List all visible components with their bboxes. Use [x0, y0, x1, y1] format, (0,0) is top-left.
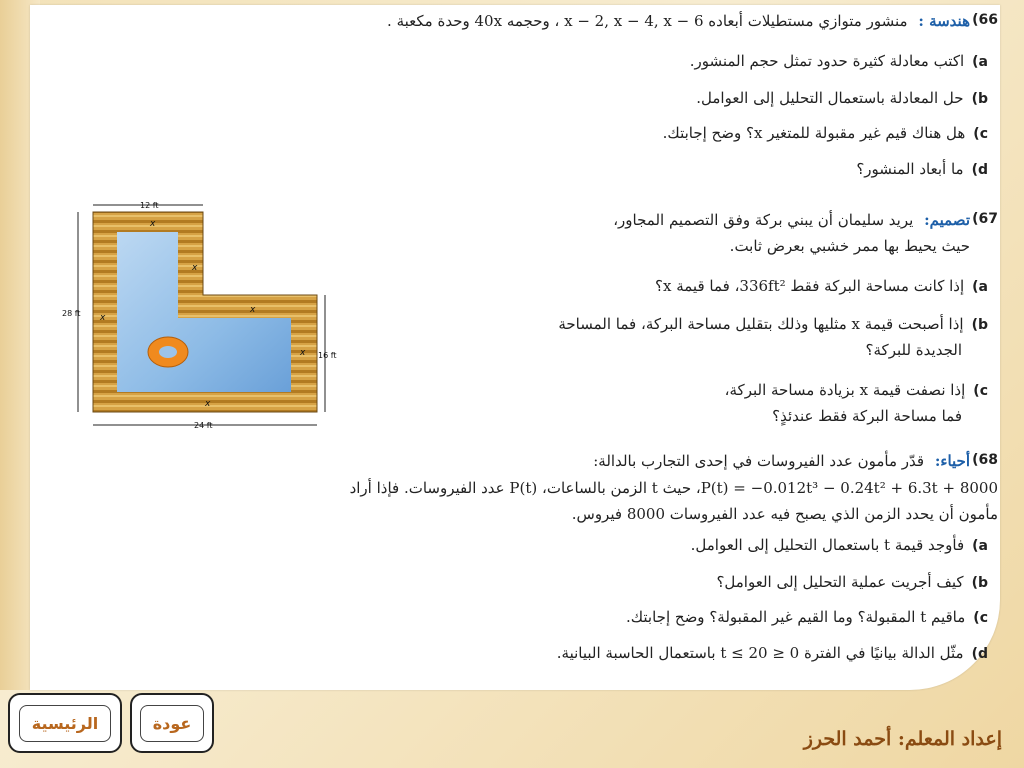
problem-text: حيث يحيط بها ممر خشبي بعرض ثابت. — [729, 237, 970, 255]
sub-question — [725, 381, 988, 399]
sub-letter: b) — [971, 317, 988, 333]
x-marker: x — [192, 263, 198, 273]
sub-text: إذا كانت مساحة البركة فقط 336ft²، فما قيمة x؟ — [655, 277, 965, 295]
problem-number: 67) — [972, 211, 998, 227]
sub-question — [557, 644, 988, 662]
problem-topic: أحياء: — [934, 452, 970, 470]
sub-letter: d) — [971, 162, 988, 178]
sub-letter: c) — [973, 383, 988, 399]
sub-text: مثّل الدالة بيانيًا في الفترة 0 ≤ t ≤ 20 باستعمال الحاسبة البيانية. — [556, 644, 964, 662]
sub-text: حل المعادلة باستعمال التحليل إلى العوامل. — [696, 89, 964, 107]
back-button[interactable] — [130, 693, 214, 753]
pool-diagram — [60, 200, 350, 435]
problem-line — [350, 479, 998, 497]
x-marker: x — [150, 219, 156, 229]
swim-ring-icon — [148, 337, 188, 367]
sub-text: إذا أصبحت قيمة x مثليها وذلك بتقليل مساحة البركة، فما المساحة — [558, 315, 964, 333]
sub-question — [772, 407, 962, 425]
sub-question — [696, 89, 988, 107]
problem-number: 66) — [972, 12, 998, 28]
dim-label-top: 12 ft — [140, 201, 159, 210]
sub-question — [558, 315, 988, 333]
sub-question — [866, 341, 962, 359]
sub-letter: d) — [971, 646, 988, 662]
sub-letter: c) — [973, 610, 988, 626]
sub-question — [856, 160, 988, 178]
dim-label-bottom: 24 ft — [194, 421, 213, 430]
back-button-label: عودة — [140, 705, 205, 742]
problem-topic: هندسة : — [918, 12, 970, 30]
sub-letter: a) — [972, 538, 988, 554]
sub-letter: b) — [971, 91, 988, 107]
problem-line — [572, 505, 998, 523]
x-marker: x — [205, 399, 211, 409]
problem-text: مأمون أن يحدد الزمن الذي يصبح فيه عدد الفيروسات 8000 فيروس. — [571, 505, 998, 523]
sub-text: فأوجد قيمة t باستعمال التحليل إلى العوامل. — [690, 536, 965, 554]
sub-question — [663, 124, 988, 142]
sub-letter: b) — [971, 575, 988, 591]
dim-label-right: 16 ft — [318, 351, 337, 360]
sub-text: كيف أجريت عملية التحليل إلى العوامل؟ — [716, 573, 964, 591]
problem-line — [593, 452, 970, 470]
problem-text: منشور متوازي مستطيلات أبعاده x − 2, x − 4, x − 6 ، وحجمه 40x وحدة مكعبة . — [387, 12, 908, 30]
sub-letter: c) — [973, 126, 988, 142]
problem-line — [387, 12, 970, 30]
sub-text: ما أبعاد المنشور؟ — [856, 160, 964, 178]
sub-letter: a) — [972, 279, 988, 295]
teacher-credit: إعداد المعلم: أحمد الحرز — [803, 728, 1002, 750]
sub-question — [716, 573, 988, 591]
problem-line — [613, 211, 970, 229]
dim-label-left: 28 ft — [62, 309, 81, 318]
sub-text: اكتب معادلة كثيرة حدود تمثل حجم المنشور. — [689, 52, 965, 70]
sub-question — [691, 536, 988, 554]
sub-text: الجديدة للبركة؟ — [865, 341, 962, 359]
sub-text: فما مساحة البركة فقط عندئذٍ؟ — [772, 407, 962, 425]
problem-text: P(t) = −0.012t³ − 0.24t² + 6.3t + 8000، حيث t الزمن بالساعات، P(t) عدد الفيروسات. فإذا أراد — [349, 479, 998, 497]
problem-topic: تصميم: — [924, 211, 970, 229]
x-marker: x — [100, 313, 106, 323]
home-button[interactable] — [8, 693, 122, 753]
sub-question — [690, 52, 988, 70]
problem-number: 68) — [972, 452, 998, 468]
x-marker: x — [300, 348, 306, 358]
problem-text: قدّر مأمون عدد الفيروسات في إحدى التجارب بالدالة: — [593, 452, 925, 470]
problem-line — [730, 237, 970, 255]
sub-text: ماقيم t المقبولة؟ وما القيم غير المقبولة؟ وضح إجابتك. — [626, 608, 966, 626]
problem-text: يريد سليمان أن يبني بركة وفق التصميم المجاور، — [613, 211, 914, 229]
x-marker: x — [250, 305, 256, 315]
sub-text: إذا نصفت قيمة x بزيادة مساحة البركة، — [724, 381, 966, 399]
home-button-label: الرئيسية — [19, 705, 112, 742]
sub-letter: a) — [972, 54, 988, 70]
sub-question — [626, 608, 988, 626]
pool-svg — [60, 200, 350, 435]
sub-text: هل هناك قيم غير مقبولة للمتغير x؟ وضح إجابتك. — [662, 124, 966, 142]
sub-question — [655, 277, 988, 295]
